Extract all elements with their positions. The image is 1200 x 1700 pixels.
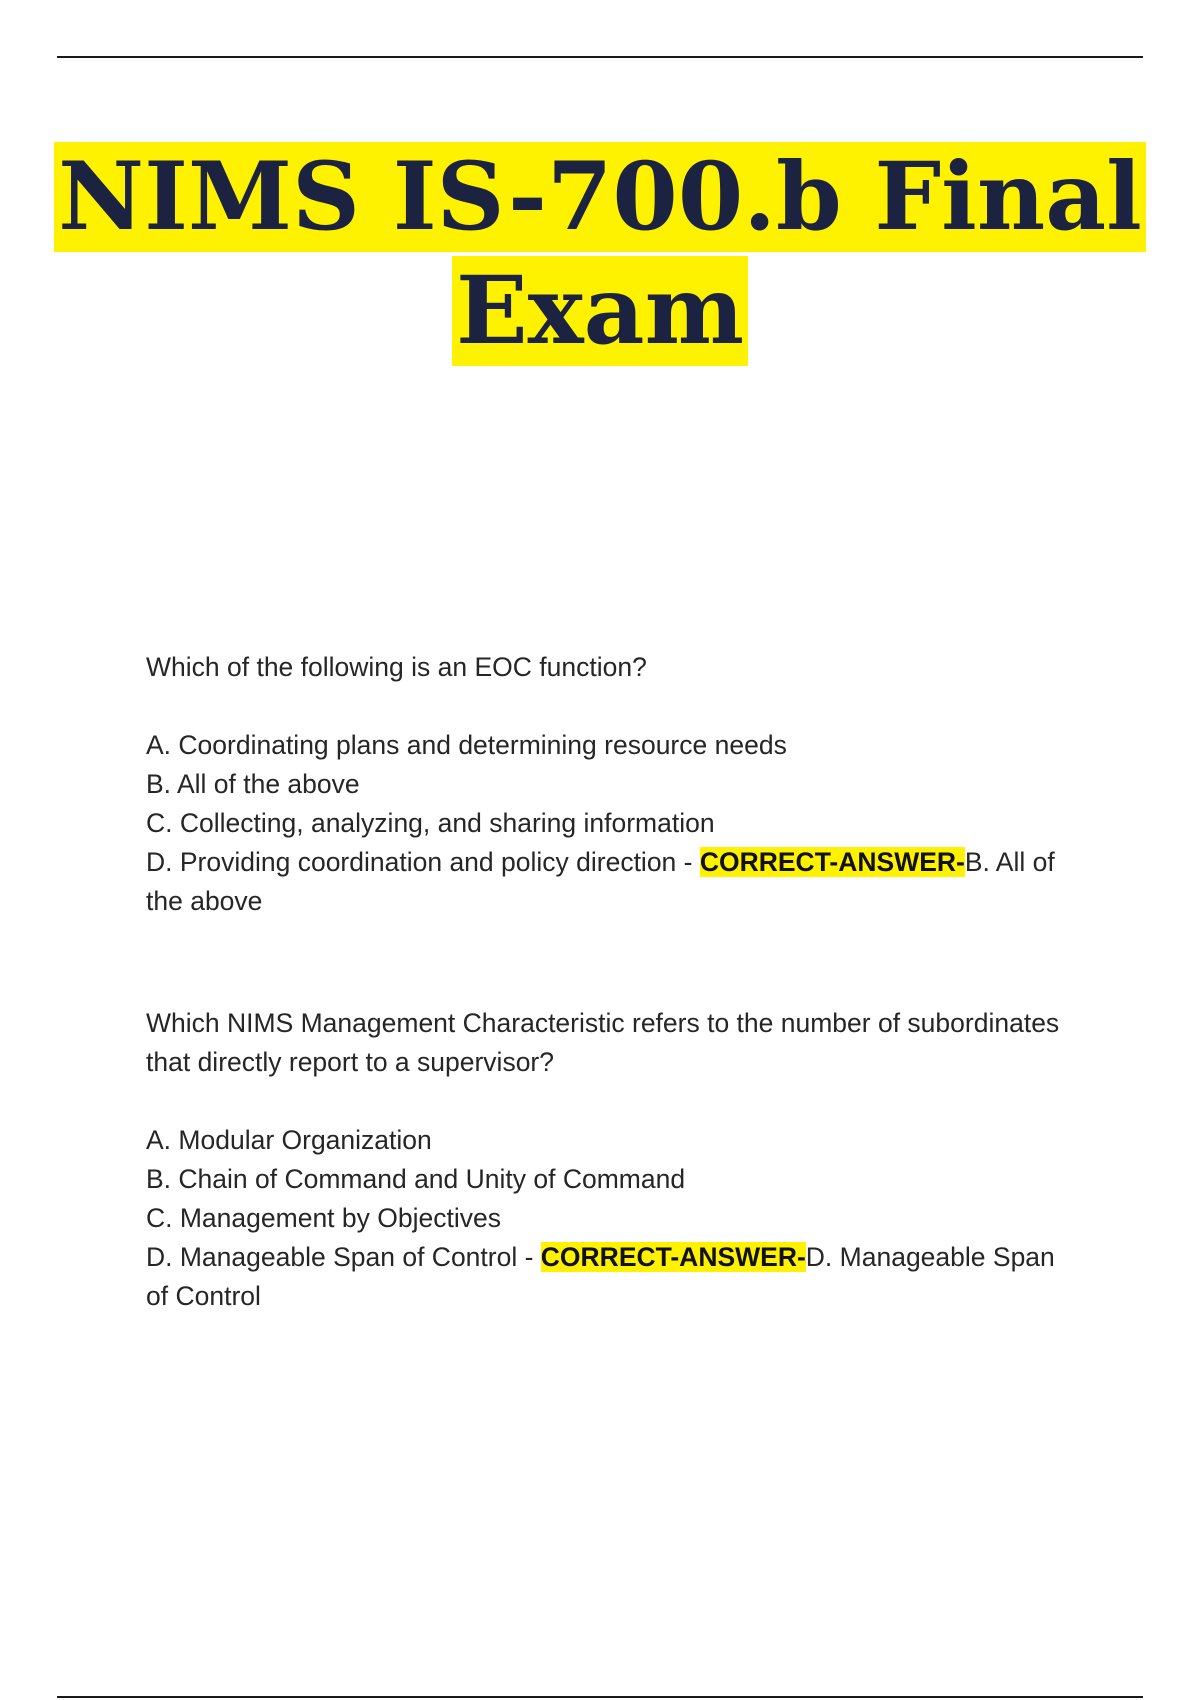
option-d: D. Manageable Span of Control - <box>146 1242 541 1272</box>
option-b: B. Chain of Command and Unity of Command <box>146 1164 686 1194</box>
option-d: D. Providing coordination and policy direction - <box>146 847 700 877</box>
option-b: B. All of the above <box>146 769 360 799</box>
option-list <box>146 1121 1076 1316</box>
option-c: C. Collecting, analyzing, and sharing information <box>146 808 715 838</box>
question-1 <box>146 648 1076 921</box>
title-line-2: Exam <box>452 256 748 366</box>
page-title <box>0 140 1200 368</box>
option-a: A. Coordinating plans and determining resource needs <box>146 730 787 760</box>
question-2 <box>146 1004 1076 1316</box>
title-line-1: NIMS IS-700.b Final <box>54 142 1146 252</box>
option-d-with-answer <box>146 1238 1076 1316</box>
correct-answer-tag: CORRECT-ANSWER- <box>699 847 965 877</box>
correct-answer: B. All of the above <box>146 847 1055 916</box>
option-list <box>146 726 1076 921</box>
correct-answer-tag: CORRECT-ANSWER- <box>540 1242 806 1272</box>
option-a: A. Modular Organization <box>146 1125 432 1155</box>
question-stem: Which of the following is an EOC function? <box>146 652 647 682</box>
top-rule <box>57 56 1143 58</box>
option-d-with-answer <box>146 843 1076 921</box>
option-c: C. Management by Objectives <box>146 1203 501 1233</box>
question-stem: Which NIMS Management Characteristic refers to the number of subordinates that directly report to a supervisor? <box>146 1008 1060 1077</box>
correct-answer: D. Manageable Span of Control <box>146 1242 1055 1311</box>
bottom-rule <box>57 1696 1143 1698</box>
